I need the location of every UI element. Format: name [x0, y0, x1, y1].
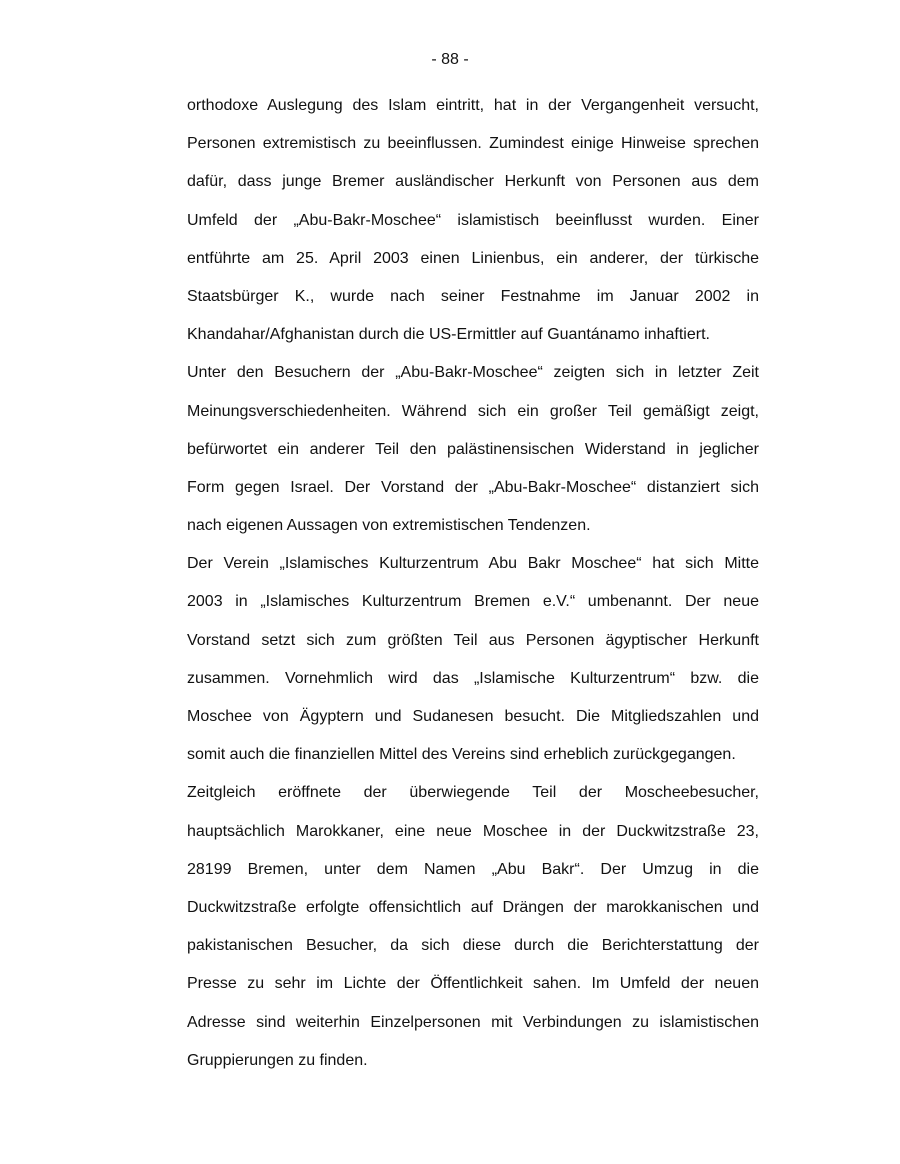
text-line: hauptsächlich Marokkaner, eine neue Moschee in der Duckwitzstraße 23,	[187, 822, 759, 840]
text-line: Moschee von Ägyptern und Sudanesen besucht. Die Mitgliedszahlen und	[187, 708, 759, 725]
paragraph-1	[187, 87, 759, 354]
paragraph-3	[187, 545, 759, 774]
page-number: - 88 -	[431, 51, 469, 68]
text-line: Zeitgleich eröffnete der überwiegende Teil der Moscheebesucher,	[187, 784, 759, 802]
text-line: Der Verein „Islamisches Kulturzentrum Abu Bakr Moschee“ hat sich Mitte	[187, 555, 759, 573]
text-line: pakistanischen Besucher, da sich diese durch die Berichterstattung der	[187, 937, 759, 955]
text-line: nach eigenen Aussagen von extremistischen Tendenzen.	[187, 517, 591, 535]
text-line: Unter den Besuchern der „Abu-Bakr-Moschee“ zeigten sich in letzter Zeit	[187, 364, 759, 382]
text-line: somit auch die finanziellen Mittel des Vereins sind erheblich zurückgegangen.	[187, 746, 736, 764]
body-text	[187, 87, 759, 1080]
text-line: zusammen. Vornehmlich wird das „Islamische Kulturzentrum“ bzw. die	[187, 669, 759, 687]
text-line: Vorstand setzt sich zum größten Teil aus Personen ägyptischer Herkunft	[187, 631, 759, 649]
text-line: Staatsbürger K., wurde nach seiner Festnahme im Januar 2002 in	[187, 287, 759, 305]
text-line: dafür, dass junge Bremer ausländischer Herkunft von Personen aus dem	[187, 173, 759, 191]
text-line: Form gegen Israel. Der Vorstand der „Abu-Bakr-Moschee“ distanziert sich	[187, 478, 759, 496]
text-line: Adresse sind weiterhin Einzelpersonen mit Verbindungen zu islamistischen	[187, 1013, 759, 1031]
text-line: Gruppierungen zu finden.	[187, 1051, 368, 1069]
text-line: orthodoxe Auslegung des Islam eintritt, hat in der Vergangenheit versucht,	[187, 97, 759, 114]
text-line: 28199 Bremen, unter dem Namen „Abu Bakr“. Der Umzug in die	[187, 860, 759, 878]
text-line: Umfeld der „Abu-Bakr-Moschee“ islamistisch beeinflusst wurden. Einer	[187, 211, 759, 229]
text-line: befürwortet ein anderer Teil den palästinensischen Widerstand in jeglicher	[187, 440, 759, 458]
text-line: 2003 in „Islamisches Kulturzentrum Bremen e.V.“ umbenannt. Der neue	[187, 593, 759, 611]
text-line: Presse zu sehr im Lichte der Öffentlichkeit sahen. Im Umfeld der neuen	[187, 975, 759, 993]
paragraph-2	[187, 354, 759, 545]
text-line: Personen extremistisch zu beeinflussen. Zumindest einige Hinweise sprechen	[187, 135, 759, 153]
text-line: Duckwitzstraße erfolgte offensichtlich auf Drängen der marokkanischen und	[187, 898, 759, 916]
text-line: Khandahar/Afghanistan durch die US-Ermittler auf Guantánamo inhaftiert.	[187, 326, 710, 344]
paragraph-4	[187, 774, 759, 1080]
text-line: entführte am 25. April 2003 einen Linienbus, ein anderer, der türkische	[187, 249, 759, 267]
text-line: Meinungsverschiedenheiten. Während sich ein großer Teil gemäßigt zeigt,	[187, 402, 759, 420]
